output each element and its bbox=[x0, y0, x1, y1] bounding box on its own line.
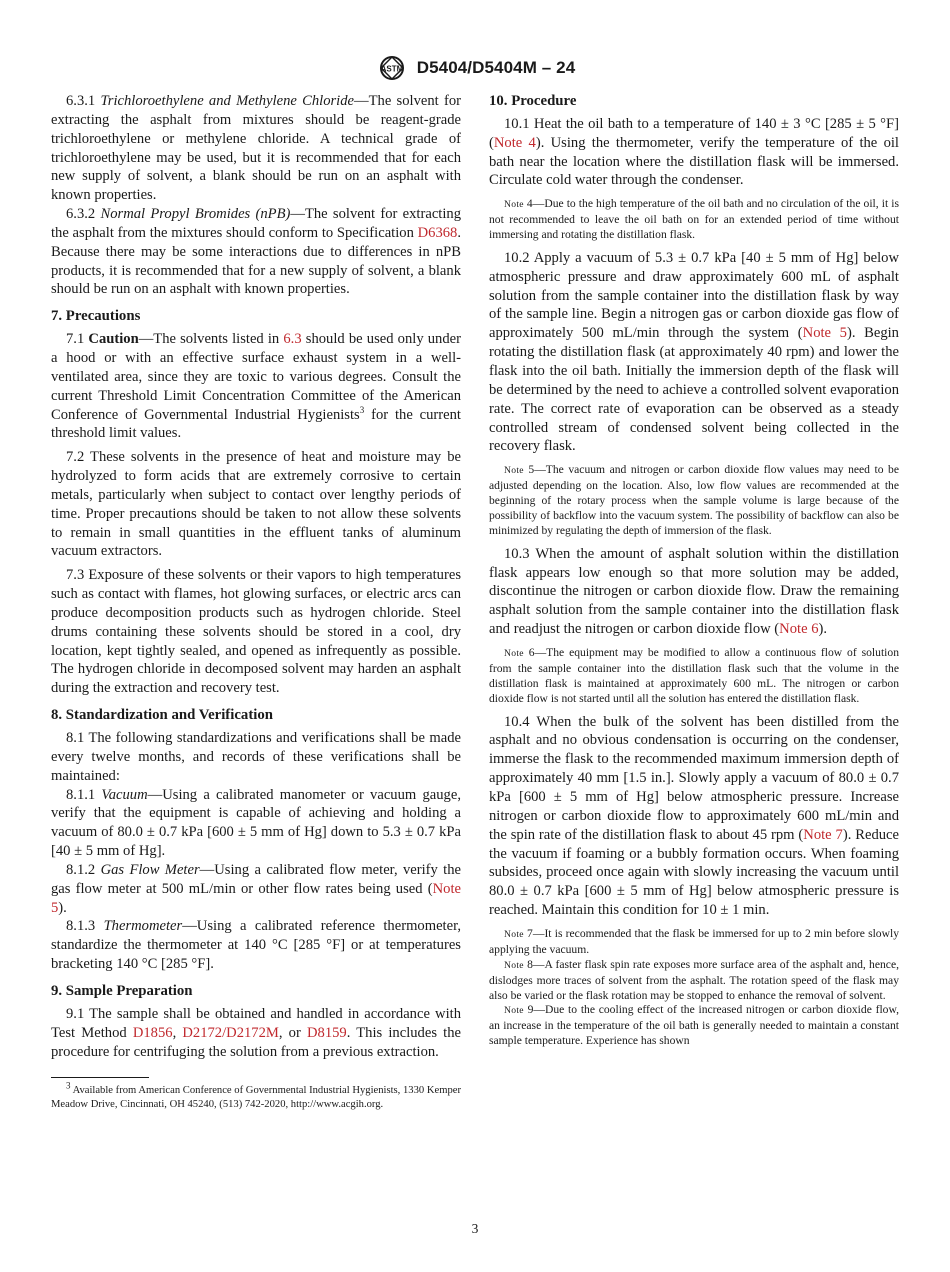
link-note-5[interactable]: Note 5 bbox=[51, 880, 461, 916]
footnote-ref-3: 3 bbox=[359, 404, 365, 415]
footnote-divider bbox=[51, 1077, 149, 1078]
paragraph-7-1: 7.1 Caution—The solvents listed in 6.3 should be used only under a hood or with an effective surface exhaust system in a well-ventilated area, since they are toxic to various degrees. Consult the current Threshold Limit Concentration Committee of the American Conference of Governmental Industrial Hygienists$^3$ for the current threshold limit values. bbox=[51, 331, 461, 442]
paragraph-7-2: 7.2 These solvents in the presence of heat and moisture may be hydrolyzed to form acids that are extremely corrosive to certain metals, particularly when subject to contact over lengthy periods of time. Proper precautions should be taken to not allow these solvents to remain in small quantities in the effluent tanks of aluminum vacuum extractors. bbox=[51, 449, 461, 560]
left-column bbox=[51, 92, 461, 1112]
link-d2172[interactable]: D2172/D2172M bbox=[182, 1024, 279, 1041]
link-note-4[interactable]: Note 4 bbox=[493, 134, 536, 151]
logo-text: ASTM bbox=[380, 64, 404, 74]
paragraph-8-1-3: 8.1.3 Thermometer—Using a calibrated reference thermometer, standardize the thermometer at 140 °C [285 °F] or at temperatures bracketing 140 °C [285 °F]. bbox=[51, 918, 461, 973]
footnote-3: $^3$ Available from American Conference of Governmental Industrial Hygienists, 1330 Kemper Meadow Drive, Cincinnati, OH 45240, (513) 742-2020, http://www.acgih.org. bbox=[51, 1080, 461, 1110]
paragraph-9-1: 9.1 The sample shall be obtained and handled in accordance with Test Method D1856, D2172/D2172M, or D8159. This includes the procedure for centrifuging the solution from a previous extraction. bbox=[51, 1005, 461, 1060]
link-d8159[interactable]: D8159 bbox=[306, 1024, 347, 1041]
link-note-6[interactable]: Note 6 bbox=[779, 621, 819, 638]
note-4: Note 4—Due to the high temperature of the oil bath and no circulation of the oil, it is not recommended to leave the oil bath on for an extended period of time without immersing and rotating the distillation flask. bbox=[489, 197, 899, 242]
paragraph-10-1: 10.1 Heat the oil bath to a temperature of 140 ± 3 °C [285 ± 5 °F] (Note 4). Using the thermometer, verify the temperature of the oil bath near the location where the distillation flask will be immersed. Circulate cold water through the condenser. bbox=[489, 115, 899, 189]
link-note-7[interactable]: Note 7 bbox=[803, 826, 843, 843]
paragraph-6-3-2: 6.3.2 Normal Propyl Bromides (nPB)—The solvent for extracting the asphalt from the mixtures should conform to Specification D6368. Because there may be some interactions due to differences in nPB products, it is recommended that for a new supply of solvent, a blank should be run on an asphalt with known properties. bbox=[51, 206, 462, 298]
page-number: 3 bbox=[471, 1221, 479, 1236]
note-5: Note 5—The vacuum and nitrogen or carbon dioxide flow values may need to be adjusted depending on the location. Also, low flow values are recommended at the beginning of the rotary process when the sample volume is large because of the possibility of backflow into the vacuum system. The possibility of backflow can also be minimized by regulating the depth of immersion of the flask. bbox=[489, 463, 899, 537]
section-heading-10: 10. Procedure bbox=[489, 93, 577, 109]
paragraph-6-3-1: 6.3.1 Trichloroethylene and Methylene Chloride—The solvent for extracting the asphalt from mixtures should be reagent-grade trichloroethylene or methylene chloride. A technical grade of trichloroethylene may be used, but it is recommended that for each new supply of solvent, a blank should be run on an asphalt with known properties. bbox=[51, 93, 461, 204]
paragraph-8-1: 8.1 The following standardizations and verifications shall be made every twelve months, and records of these verifications shall be maintained: bbox=[51, 730, 461, 784]
page-header bbox=[0, 54, 950, 82]
note-9: Note 9—Due to the cooling effect of the increased nitrogen or carbon dioxide flow, an increase in the temperature of the oil bath is generally needed to maintain a constant sample temperature. Experience has shown bbox=[489, 1003, 899, 1048]
note-6: Note 6—The equipment may be modified to allow a continuous flow of solution from the sample container into the distillation flask such that the volume in the distillation flask is maintained at approximately 600 mL. The nitrogen or carbon dioxide flow is not started until all the solution has entered the distillation flask. bbox=[489, 645, 899, 705]
note-8: Note 8—A faster flask spin rate exposes more surface area of the asphalt and, hence, dislodges more traces of solvent from the asphalt. The rotation speed of the flask may also be varied or the flask rotation may be stopped to enhance the removal of solvent. bbox=[489, 957, 899, 1002]
link-6-3[interactable]: 6.3 bbox=[283, 331, 302, 348]
paragraph-10-4: 10.4 When the bulk of the solvent has been distilled from the asphalt and no obvious condensation is occurring on the condenser, immerse the flask to the recommended maximum immersion depth of approximately 40 mm [1.5 in.]. Slowly apply a vacuum of 80.0 ± 0.7 kPa [600 ± 5 mm of Hg] below atmospheric pressure. Increase nitrogen or carbon dioxide flow to approximately 600 mL/min and the spin rate of the distillation flask to about 45 rpm (Note 7). Reduce the vacuum if foaming or a bubbly formation occurs. When foaming subsides, proceed once again with slowly increasing the vacuum until 80.0 ± 0.7 kPa [600 ± 5 mm of Hg] below atmospheric pressure is reached. Maintain this condition for 10 ± 1 min. bbox=[489, 713, 899, 919]
section-heading-7: 7. Precautions bbox=[51, 308, 141, 325]
standard-designation: D5404/D5404M – 24 bbox=[416, 58, 576, 77]
paragraph-10-2: 10.2 Apply a vacuum of 5.3 ± 0.7 kPa [40 ± 5 mm of Hg] below atmospheric pressure and draw approximately 600 mL of asphalt solution from the sample container into the distillation flask by way of the sample line. Begin a nitrogen gas or carbon dioxide gas flow of approximately 500 mL/min through the system (Note 5). Begin rotating the distillation flask (at approximately 40 rpm) and lower the flask into the oil bath. Initially the immersion depth of the flask will be determined by the need to achieve a controlled solvent evaporation rate. The correct rate of evaporation can be observed as a steady controlled stream of condensed solvent being collected in the recovery flask. bbox=[489, 249, 899, 455]
paragraph-7-3: 7.3 Exposure of these solvents or their vapors to high temperatures such as contact with flames, hot glowing surfaces, or electric arcs can produce decomposition products such as hydrogen chloride. Steel drums containing these solvents should be stored in a cool, dry location, kept tightly sealed, and opened as infrequently as possible. The hydrogen chloride in decomposed solvent may harden an asphalt during the extraction and recovery test. bbox=[51, 567, 461, 697]
paragraph-8-1-1: 8.1.1 Vacuum—Using a calibrated manometer or vacuum gauge, verify that the equipment is capable of achieving and holding a vacuum of 80.0 ± 0.7 kPa [600 ± 5 mm of Hg] down to 5.3 ± 0.7 kPa [40 ± 5 mm of Hg]. bbox=[51, 786, 461, 860]
right-column bbox=[489, 92, 899, 1049]
link-d1856[interactable]: D1856 bbox=[132, 1024, 173, 1041]
section-heading-9: 9. Sample Preparation bbox=[51, 982, 193, 999]
note-7: Note 7—It is recommended that the flask be immersed for up to 2 min before slowly applying the vacuum. bbox=[489, 926, 899, 956]
link-note-5-procedure[interactable]: Note 5 bbox=[802, 325, 847, 342]
link-d6368[interactable]: D6368 bbox=[417, 224, 458, 241]
section-heading-8: 8. Standardization and Verification bbox=[51, 707, 273, 724]
astm-logo-icon bbox=[375, 53, 409, 83]
paragraph-10-3: 10.3 When the amount of asphalt solution within the distillation flask appears low enough so that more solution may be added, discontinue the nitrogen or carbon dioxide flow. Draw the remaining asphalt solution from the sample container into the distillation flask and readjust the nitrogen or carbon dioxide flow (Note 6). bbox=[489, 545, 899, 638]
paragraph-8-1-2: 8.1.2 Gas Flow Meter—Using a calibrated flow meter, verify the gas flow meter at 500 mL/min or other flow rates being used (Note 5). bbox=[51, 861, 461, 916]
